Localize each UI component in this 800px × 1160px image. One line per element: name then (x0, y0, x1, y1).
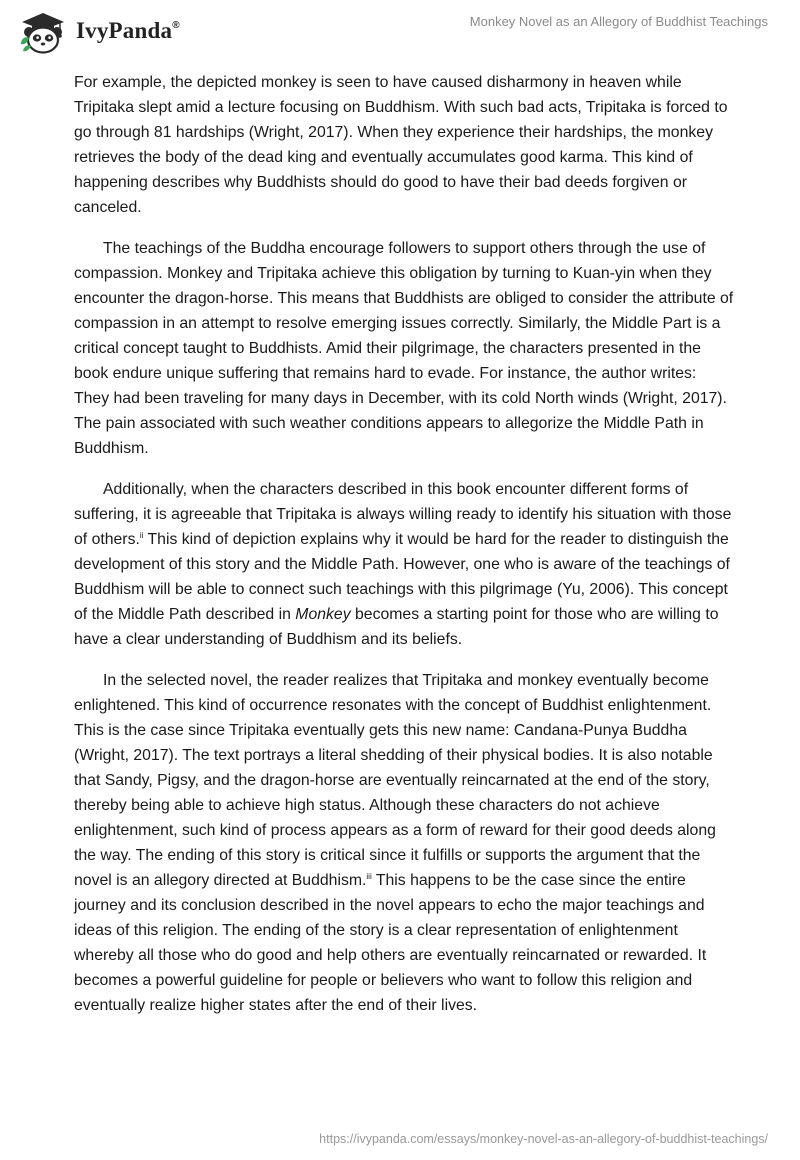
paragraph-3 (74, 477, 734, 652)
paragraph-2: The teachings of the Buddha encourage followers to support others through the use of compassion. Monkey and Tripitaka achieve this obligation by turning to Kuan-yin when they encounter the dragon-horse. This means that Buddhists are obliged to consider the attribute of compassion in an attempt to resolve emerging issues correctly. Similarly, the Middle Part is a critical concept taught to Buddhists. Amid their pilgrimage, the characters presented in the book endure unique suffering that remains hard to evade. For instance, the author writes: They had been traveling for many days in December, with its cold North winds (Wright, 2017). The pain associated with such weather conditions appears to allegorize the Middle Path in Buddhism. (74, 240, 734, 457)
paragraph-4-text-a: In the selected novel, the reader realizes that Tripitaka and monkey eventually become enlightened. This kind of occurrence resonates with the concept of Buddhist enlightenment. This is the case since Tripitaka eventually gets this new name: Candana-Punya Buddha (Wright, 2017). The text portrays a literal shedding of their physical bodies. It is also notable that Sandy, Pigsy, and the dragon-horse are eventually reincarnated at the end of the story, thereby being able to achieve high status. Although these characters do not achieve enlightenment, such kind of process appears as a form of reward for their good deeds along the way. The ending of this story is critical since it fulfills or supports the argument that the novel is an allegory directed at Buddhism. (74, 672, 716, 889)
site-logo[interactable] (18, 8, 180, 54)
footnote-marker-iii[interactable]: iii (366, 872, 372, 881)
source-url[interactable]: https://ivypanda.com/essays/monkey-novel-as-an-allegory-of-buddhist-teachings/ (319, 1132, 768, 1146)
essay-body (74, 70, 734, 1034)
paragraph-3-text-a: Additionally, when the characters described in this book encounter different forms of suffering, it is agreeable that Tripitaka is always willing ready to identify his situation with those of others. (74, 481, 732, 548)
document-title: Monkey Novel as an Allegory of Buddhist Teachings (469, 14, 768, 29)
paragraph-4-text-b: This happens to be the case since the entire journey and its conclusion described in the novel appears to echo the major teachings and ideas of this religion. The ending of the story is a clear representation of enlightenment whereby all those who do good and help others are eventually reincarnated or rewarded. It becomes a powerful guideline for people or believers who want to follow this religion and eventually realize higher states after the end of their lives. (74, 872, 707, 1014)
brand-name: IvyPanda® (76, 18, 180, 43)
footnote-marker-ii[interactable]: ii (139, 531, 144, 540)
paragraph-1: For example, the depicted monkey is seen to have caused disharmony in heaven while Tripitaka slept amid a lecture focusing on Buddhism. With such bad acts, Tripitaka is forced to go through 81 hardships (Wright, 2017). When they experience their hardships, the monkey retrieves the body of the dead king and eventually accumulates good karma. This kind of happening describes why Buddhists should do good to have their bad deeds forgiven or canceled. (74, 74, 728, 216)
paragraph-3-text-c: becomes a starting point for those who are willing to have a clear understanding of Buddhism and its beliefs. (74, 606, 719, 648)
book-title-italic: Monkey (295, 606, 351, 623)
paragraph-3-text-b: This kind of depiction explains why it would be hard for the reader to distinguish the development of this story and the Middle Path. However, one who is aware of the teachings of Buddhism will be able to connect such teachings with this pilgrimage (Yu, 2006). This concept of the Middle Path described in (74, 531, 730, 623)
paragraph-4 (74, 668, 734, 1018)
panda-graduate-icon (18, 8, 68, 54)
